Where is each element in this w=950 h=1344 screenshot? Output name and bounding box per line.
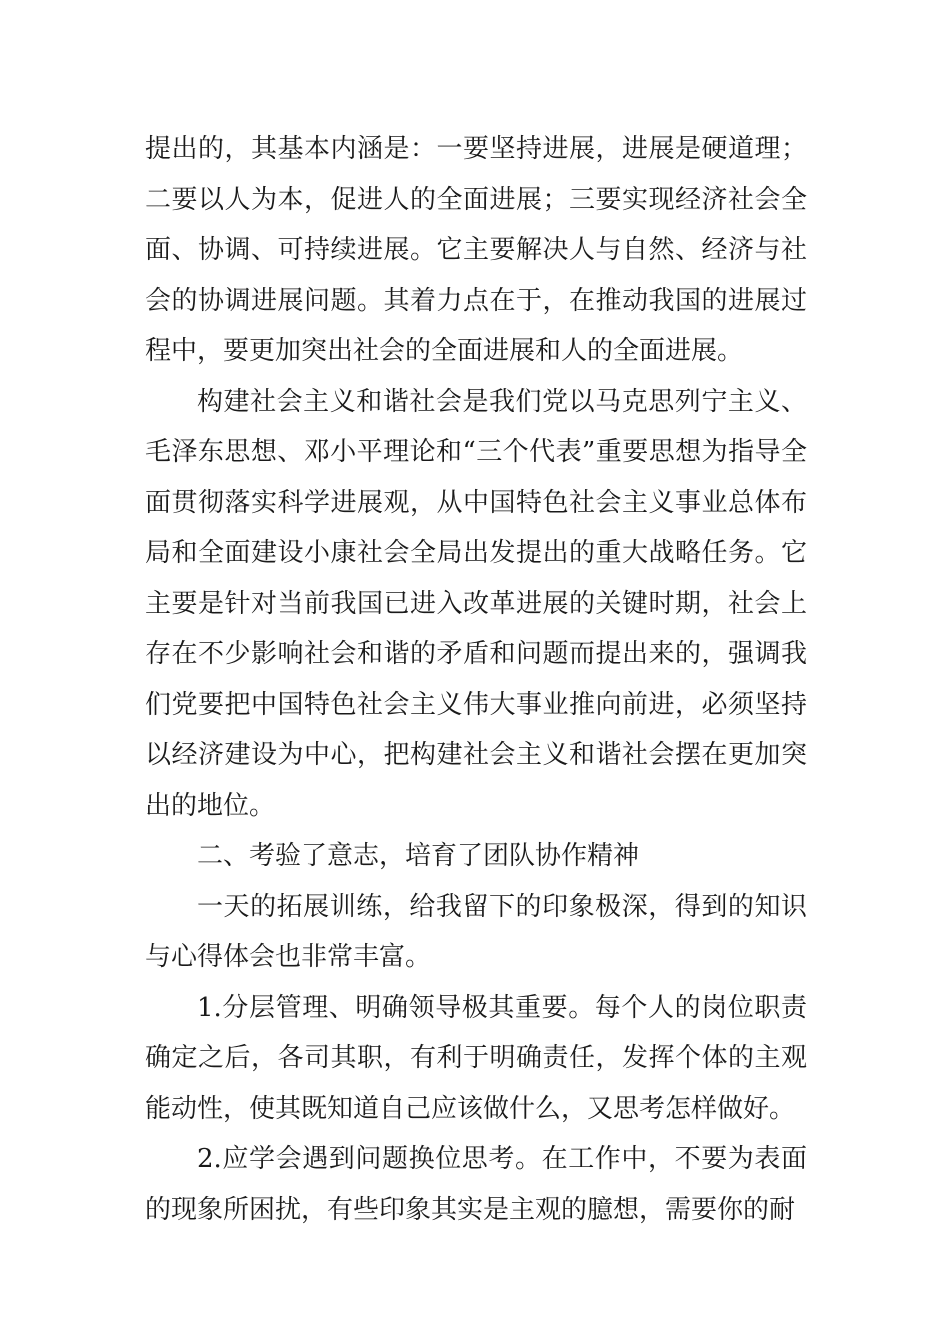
paragraph-training-summary: 一天的拓展训练，给我留下的印象极深，得到的知识与心得体会也非常丰富。 — [145, 891, 807, 972]
paragraph-point-1: 1.分层管理、明确领导极其重要。每个人的岗位职责确定之后，各司其职，有利于明确责任，发挥个体的主观能动性，使其既知道自己应该做什么，又思考怎样做好。 — [145, 992, 807, 1124]
paragraph-continuation: 提出的，其基本内涵是：一要坚持进展，进展是硬道理；二要以人为本，促进人的全面进展；三要实现经济社会全面、协调、可持续进展。它主要解决人与自然、经济与社会的协调进展问题。其着力点在于，在推动我国的进展过程中，要更加突出社会的全面进展和人的全面进展。 — [145, 134, 807, 366]
paragraph-point-2: 2.应学会遇到问题换位思考。在工作中，不要为表面的现象所困扰，有些印象其实是主观的臆想，需要你的耐 — [145, 1144, 807, 1225]
section-heading-2: 二、考验了意志，培育了团队协作精神 — [197, 841, 640, 871]
paragraph-harmonious-society: 构建社会主义和谐社会是我们党以马克思列宁主义、毛泽东思想、邓小平理论和“三个代表”重要思想为指导全面贯彻落实科学进展观，从中国特色社会主义事业总体布局和全面建设小康社会全局出发提出的重大战略任务。它主要是针对当前我国已进入改革进展的关键时期，社会上存在不少影响社会和谐的矛盾和问题而提出来的，强调我们党要把中国特色社会主义伟大事业推向前进，必须坚持以经济建设为中心，把构建社会主义和谐社会摆在更加突出的地位。 — [145, 386, 807, 821]
body-text — [145, 124, 807, 1235]
